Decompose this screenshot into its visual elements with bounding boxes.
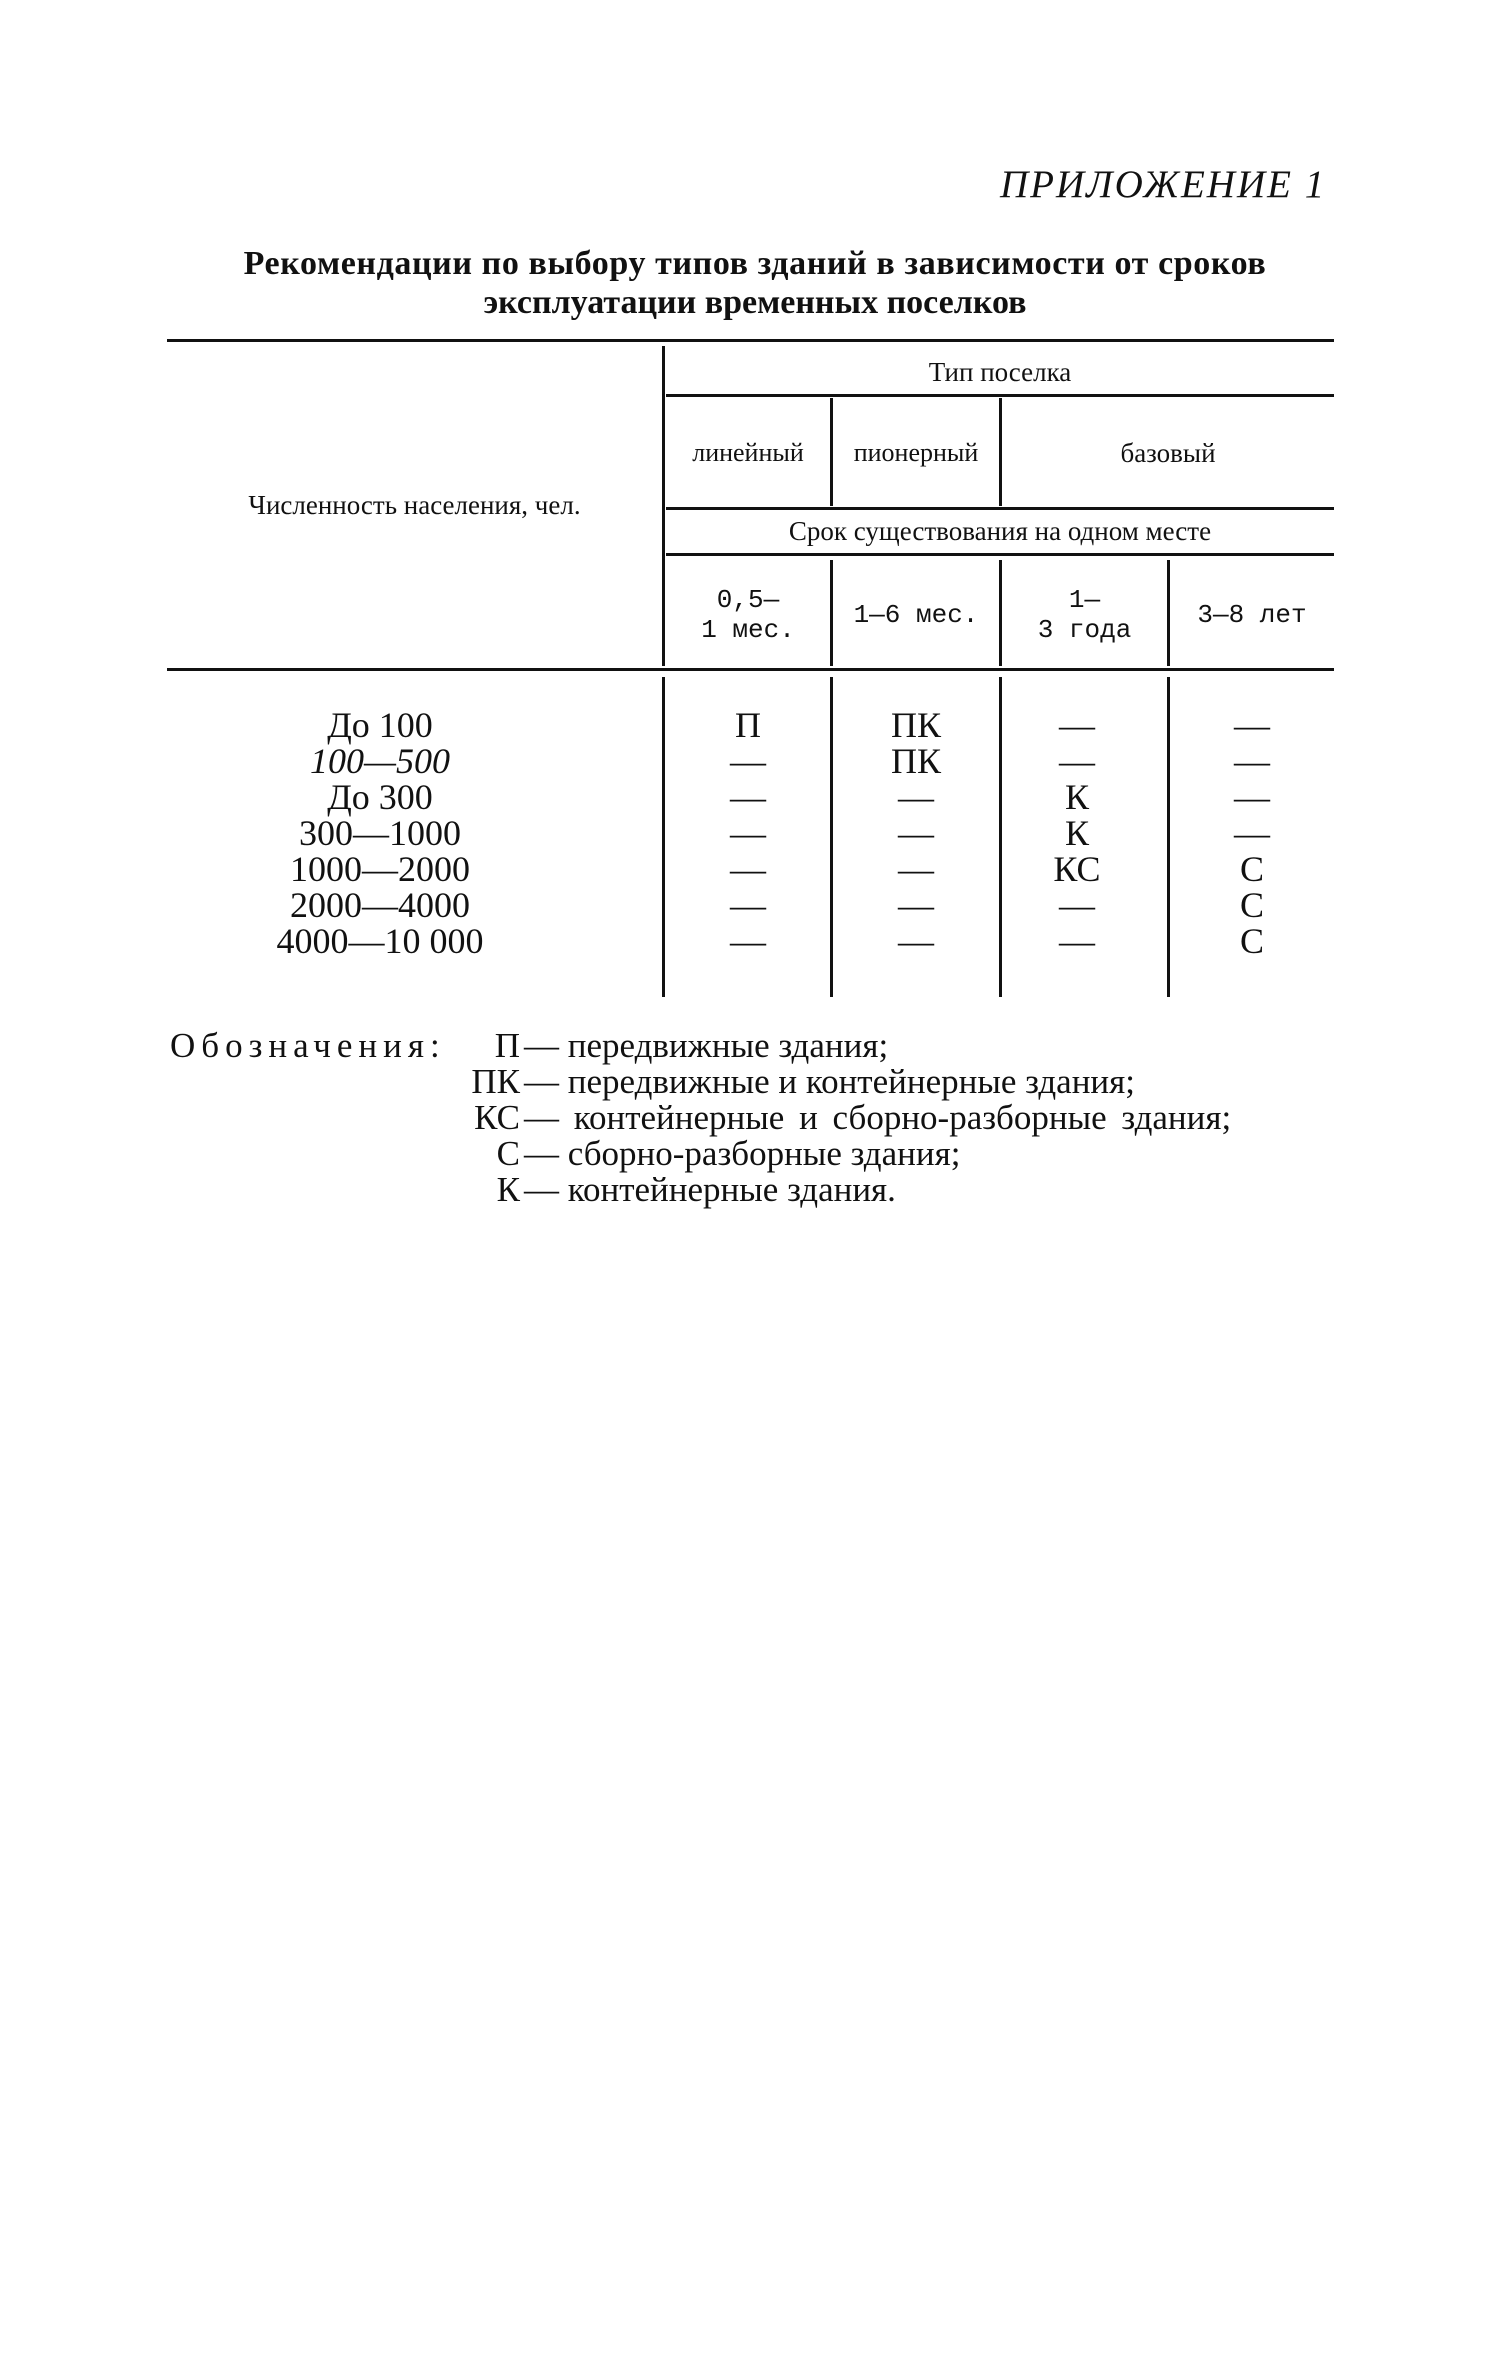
- row-header: Численность населения, чел.: [248, 490, 581, 520]
- data-cell: С: [1239, 849, 1264, 889]
- data-cell: —: [1059, 741, 1095, 781]
- period-label-line: 3 года: [1037, 615, 1132, 645]
- data-cell: —: [730, 921, 766, 961]
- legend-text: — передвижные и контейнерные здания;: [524, 1062, 1135, 1101]
- legend-text: — контейнерные здания.: [524, 1170, 896, 1209]
- period-label-line: 1—: [1068, 585, 1101, 615]
- data-cell: КС: [1053, 849, 1101, 889]
- data-cell: ПК: [890, 741, 941, 781]
- data-cell: —: [1234, 705, 1270, 745]
- period-header: Срок существования на одном месте: [788, 516, 1212, 546]
- type-header-linear: линейный: [692, 438, 804, 467]
- legend-text: — контейнерные и сборно-разборные здания;: [524, 1098, 1232, 1137]
- data-cell: —: [898, 777, 934, 817]
- data-cell: —: [730, 813, 766, 853]
- population-cell: 2000—4000: [290, 885, 470, 925]
- data-cell: —: [1234, 741, 1270, 781]
- data-cell: —: [1059, 705, 1095, 745]
- data-cell: —: [1059, 921, 1095, 961]
- period-header-rule: [666, 553, 1334, 556]
- data-cell: —: [1234, 777, 1270, 817]
- table-top-rule: [167, 339, 1334, 342]
- appendix-label: ПРИЛОЖЕНИЕ 1: [1000, 163, 1327, 206]
- period-3-8-years: [1170, 600, 1334, 630]
- data-cell: К: [1064, 813, 1089, 853]
- data-cell: —: [1059, 885, 1095, 925]
- period-1-3-years: [1002, 585, 1167, 645]
- data-cell: —: [730, 849, 766, 889]
- legend: [0, 1028, 1499, 1218]
- type-header-pioneer: пионерный: [853, 438, 979, 467]
- legend-key: П: [494, 1026, 520, 1065]
- data-cell: —: [898, 885, 934, 925]
- period-label-line: 0,5—: [716, 585, 780, 615]
- data-cell: —: [898, 849, 934, 889]
- legend-key: КС: [474, 1098, 520, 1137]
- data-cell: —: [898, 813, 934, 853]
- data-cell: —: [730, 777, 766, 817]
- population-cell: До 300: [327, 777, 433, 817]
- group-header: Тип поселка: [928, 357, 1072, 387]
- data-cell: С: [1239, 921, 1264, 961]
- period-label-line: 3—8 лет: [1197, 600, 1307, 630]
- title-line-2: эксплуатации временных поселков: [483, 284, 1027, 321]
- legend-text: — передвижные здания;: [524, 1026, 889, 1065]
- data-cell: —: [730, 885, 766, 925]
- population-cell: До 100: [327, 705, 433, 745]
- legend-text: — сборно-разборные здания;: [524, 1134, 961, 1173]
- legend-prefix: Обозначения:: [170, 1026, 446, 1065]
- row-header-divider: [662, 346, 665, 666]
- population-cell: 100—500: [309, 741, 450, 781]
- population-cell: 300—1000: [299, 813, 461, 853]
- header-bottom-rule: [167, 668, 1334, 671]
- data-cell: —: [730, 741, 766, 781]
- type-header-rule: [666, 507, 1334, 510]
- period-label-line: 1—6 мес.: [853, 600, 979, 630]
- data-cell: ПК: [890, 705, 941, 745]
- period-1-6-months: [833, 600, 999, 630]
- type-header-base: базовый: [1120, 438, 1216, 468]
- period-label-line: 1 мес.: [701, 615, 795, 645]
- legend-key: С: [496, 1134, 520, 1173]
- period-0-5-1-month: [666, 585, 830, 645]
- body-divider-0: [662, 677, 665, 997]
- data-cell: С: [1239, 885, 1264, 925]
- legend-key: К: [496, 1170, 520, 1209]
- population-cell: 1000—2000: [290, 849, 470, 889]
- data-cell: —: [898, 921, 934, 961]
- legend-key: ПК: [471, 1062, 520, 1101]
- title-line-1: Рекомендации по выбору типов зданий в зависимости от сроков: [243, 245, 1267, 282]
- group-header-rule: [666, 394, 1334, 397]
- data-cell: П: [735, 705, 761, 745]
- data-cell: —: [1234, 813, 1270, 853]
- population-cell: 4000—10 000: [276, 921, 484, 961]
- settlement-building-table: [0, 0, 1499, 1010]
- data-cell: К: [1064, 777, 1089, 817]
